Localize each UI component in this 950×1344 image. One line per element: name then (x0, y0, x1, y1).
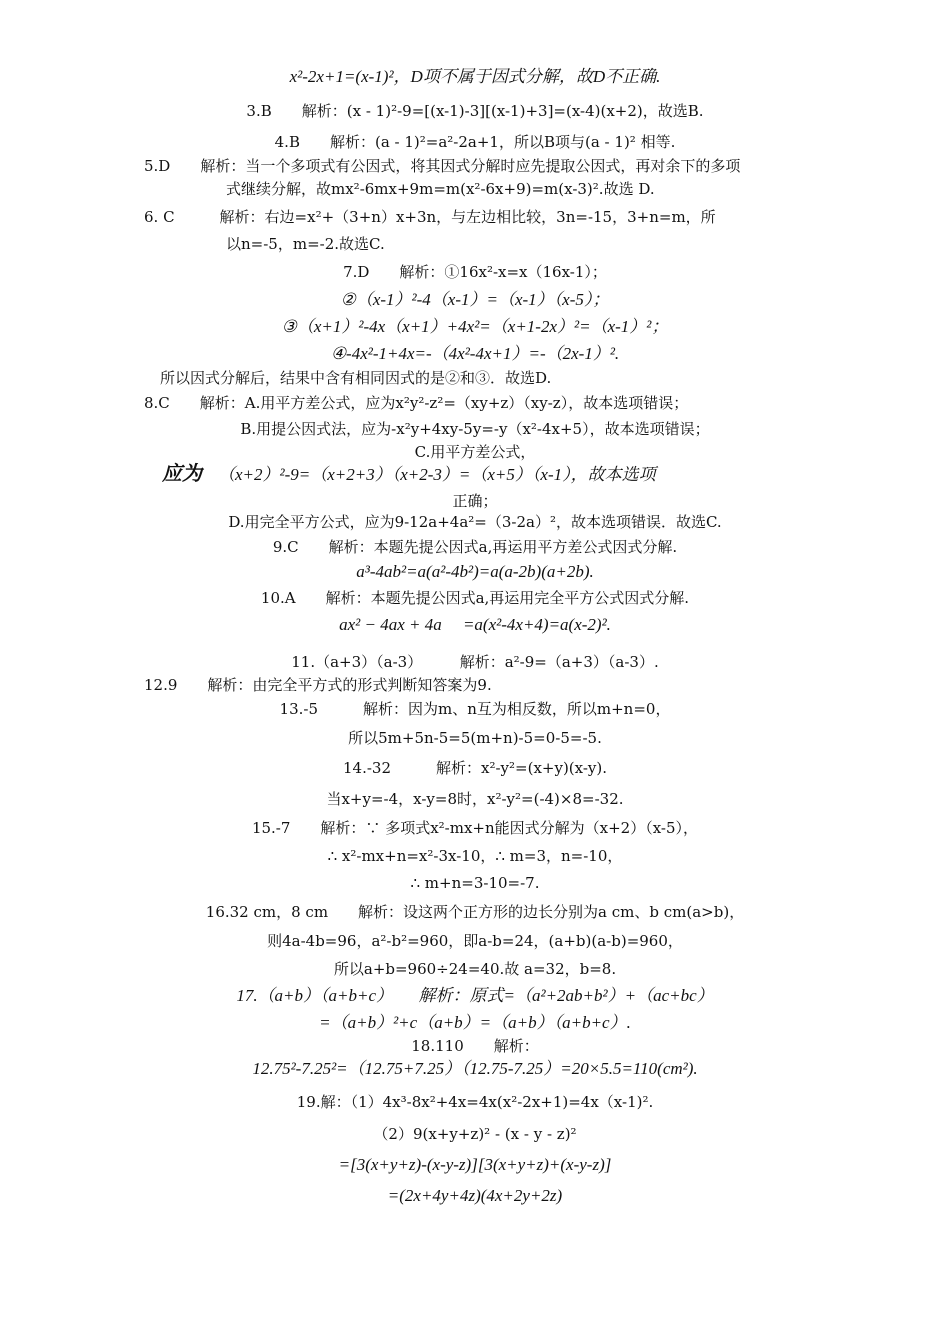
text-line: 以n=-5，m=-2.故选C. (226, 235, 385, 253)
text-line: ∴ m+n=3-10=-7. (410, 874, 540, 892)
text-line: =[3(x+y+z)-(x-y-z)][3(x+y+z)+(x-y-z)] (338, 1155, 612, 1174)
text-line: =(2x+4y+4z)(4x+2y+2z) (387, 1186, 563, 1205)
text-line: 11.（a+3）（a-3） 解析：a²-9=（a+3）（a-3）. (291, 653, 659, 671)
text-line: 4.B 解析：(a - 1)²=a²-2a+1，所以B项与(a - 1)² 相等. (274, 133, 676, 151)
text-line: =（a+b）²+c（a+b）=（a+b）（a+b+c）. (319, 1013, 631, 1032)
text-line: 9.C 解析：本题先提公因式a,再运用平方差公式因式分解. (272, 538, 678, 556)
text-line: 17.（a+b）（a+b+c） 解析：原式=（a²+2ab+b²）+（ac+bc） (236, 986, 714, 1005)
text-line: 5.D 解析：当一个多项式有公因式，将其因式分解时应先提取公因式，再对余下的多项 (144, 157, 741, 175)
text-line: 14.-32 解析：x²-y²=(x+y)(x-y). (342, 759, 608, 777)
text-line: 8.C 解析：A.用平方差公式，应为x²y²-z²=（xy+z）（xy-z），故本选项错误； (144, 394, 689, 412)
text-line: B.用提公因式法，应为-x²y+4xy-5y=-y（x²-4x+5），故本选项错误； (240, 420, 710, 438)
text-line: （2）9(x+y+z)² - (x - y - z)² (373, 1125, 577, 1143)
text-line: C.用平方差公式， (414, 443, 536, 461)
text-line: 应为 (162, 461, 202, 485)
text-line: 式继续分解，故mx²-6mx+9m=m(x²-6x+9)=m(x-3)².故选 D. (226, 180, 655, 198)
text-line: ∴ x²-mx+n=x²-3x-10，∴ m=3，n=-10， (327, 847, 623, 865)
text-line: ax² − 4ax + 4a =a(x²-4x+4)=a(x-2)². (339, 615, 611, 634)
text-line: 15.-7 解析：∵ 多项式x²-mx+n能因式分解为（x+2）（x-5）， (251, 819, 699, 837)
text-line: 12.75²-7.25²=（12.75+7.25）（12.75-7.25）=20×5.5=110(cm²). (252, 1059, 698, 1078)
text-line: 18.110 解析： (411, 1037, 539, 1055)
text-line: （x+2）²-9=（x+2+3）（x+2-3）=（x+5）（x-1），故本选项 (218, 465, 656, 484)
text-line: ③（x+1）²-4x（x+1）+4x²=（x+1-2x）²=（x-1）²； (281, 317, 669, 336)
text-line: a³-4ab²=a(a²-4b²)=a(a-2b)(a+2b). (356, 562, 594, 581)
text-line: 7.D 解析：①16x²-x=x（16x-1）； (343, 263, 607, 281)
text-line: 则4a-4b=96，a²-b²=960，即a-b=24，(a+b)(a-b)=960， (267, 932, 683, 950)
text-line: 当x+y=-4，x-y=8时，x²-y²=(-4)×8=-32. (326, 790, 624, 808)
text-line: 12.9 解析：由完全平方式的形式判断知答案为9. (144, 676, 492, 694)
text-line: 10.A 解析：本题先提公因式a,再运用完全平方公式因式分解. (260, 589, 690, 607)
text-line: ②（x-1）²-4（x-1）=（x-1）（x-5）； (340, 290, 610, 309)
text-line: 16.32 cm，8 cm 解析：设这两个正方形的边长分别为a cm、b cm(a>b)， (205, 903, 745, 921)
text-line: 13.-5 解析：因为m、n互为相反数，所以m+n=0， (279, 700, 671, 718)
text-line: x²-2x+1=(x-1)²，D项不属于因式分解，故D不正确. (289, 67, 661, 86)
text-line: 3.B 解析：(x - 1)²-9=[(x-1)-3][(x-1)+3]=(x-4)(x+2)，故选B. (246, 102, 704, 120)
text-line: D.用完全平方公式，应为9-12a+4a²=（3-2a）²，故本选项错误．故选C. (228, 513, 722, 531)
text-line: 所以5m+5n-5=5(m+n)-5=0-5=-5. (348, 729, 602, 747)
text-line: 19.解：（1）4x³-8x²+4x=4x(x²-2x+1)=4x（x-1)². (296, 1093, 654, 1111)
text-line: ④-4x²-1+4x=-（4x²-4x+1）=-（2x-1）². (330, 344, 620, 363)
text-line: 所以因式分解后，结果中含有相同因式的是②和③．故选D. (160, 369, 552, 387)
text-line: 所以a+b=960÷24=40.故 a=32，b=8. (333, 960, 617, 978)
text-line: 6. C 解析：右边=x²+（3+n）x+3n，与左边相比较，3n=-15，3+n=m，所 (144, 208, 716, 226)
text-line: 正确； (452, 492, 498, 510)
